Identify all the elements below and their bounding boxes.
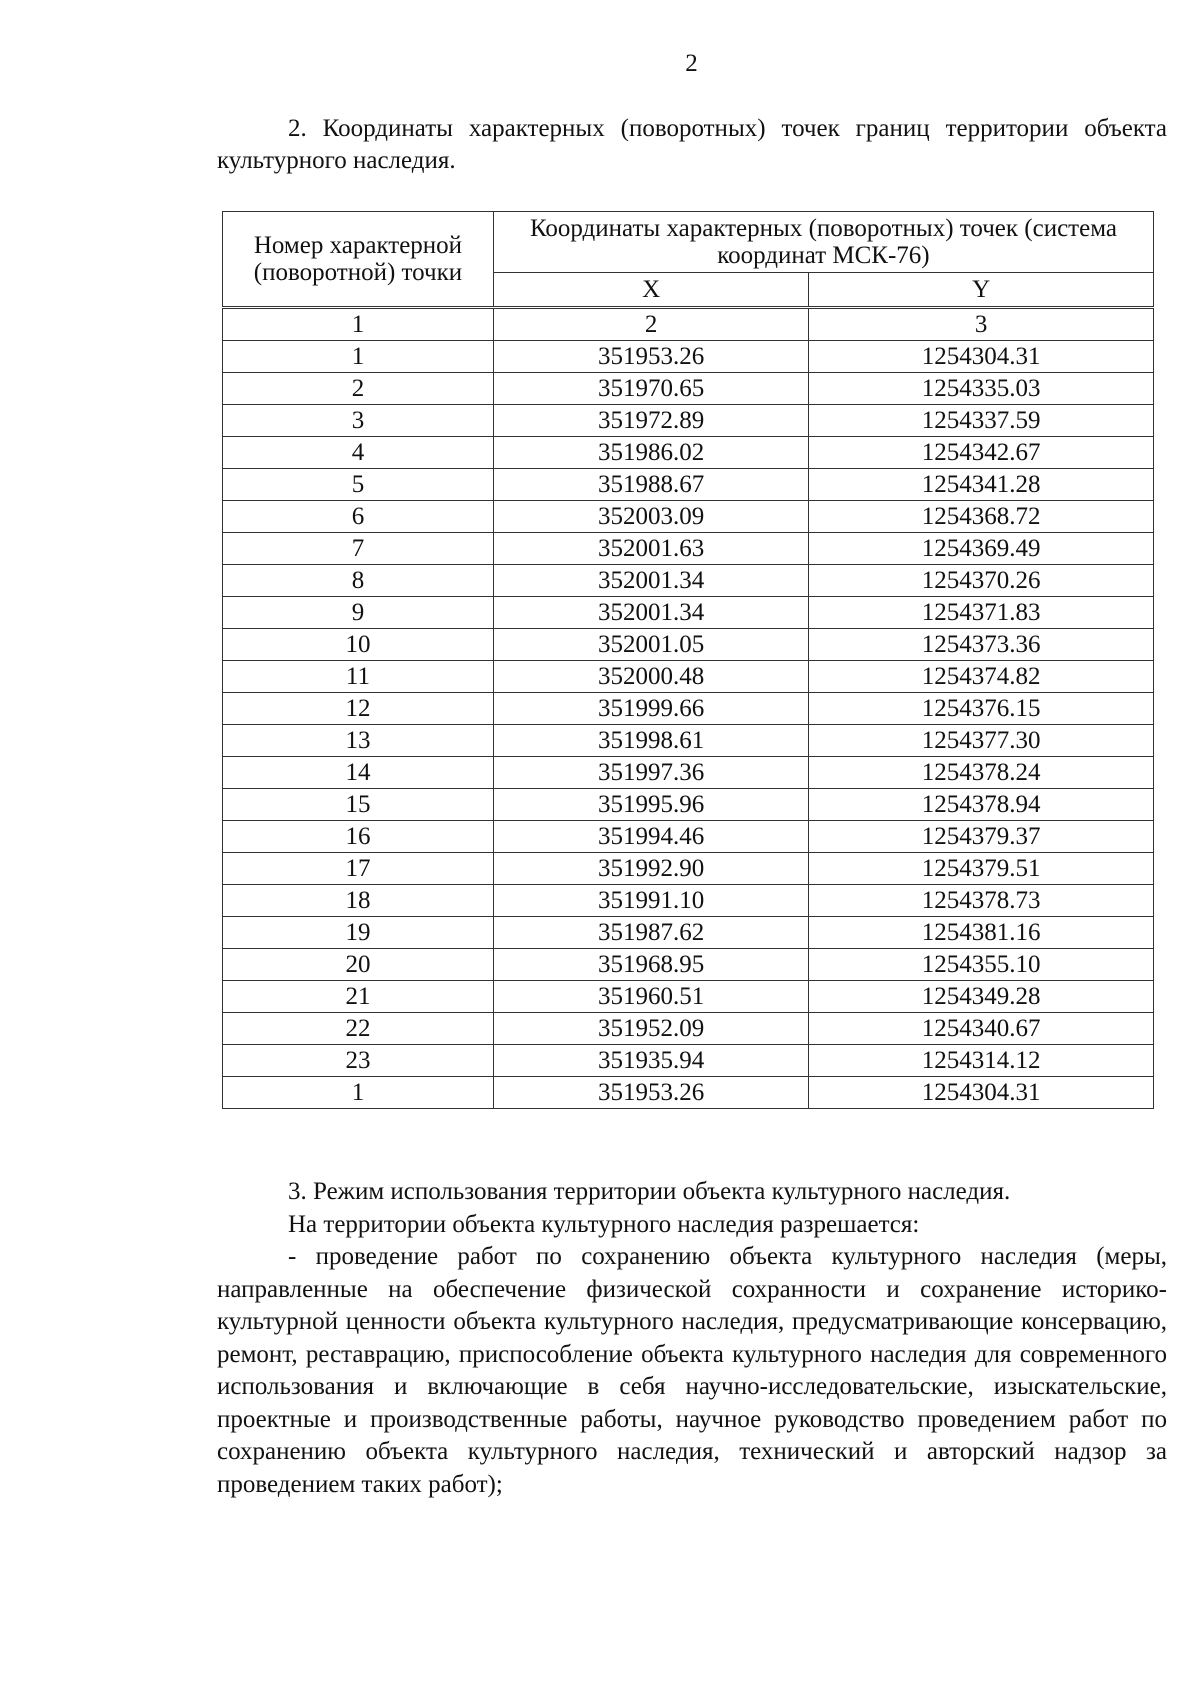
y-cell: 1254304.31 [809, 341, 1154, 373]
y-cell: 1254378.94 [809, 789, 1154, 821]
table-row [223, 789, 1154, 821]
y-cell: 1254374.82 [809, 661, 1154, 693]
point-number-cell: 14 [223, 757, 494, 789]
table-row [223, 1045, 1154, 1077]
x-cell: 351995.96 [493, 789, 808, 821]
x-cell: 351994.46 [493, 821, 808, 853]
y-cell: 1254373.36 [809, 629, 1154, 661]
y-cell: 1254335.03 [809, 373, 1154, 405]
x-cell: 351970.65 [493, 373, 808, 405]
point-number-cell: 4 [223, 437, 494, 469]
x-cell: 351988.67 [493, 469, 808, 501]
x-cell: 351953.26 [493, 341, 808, 373]
table-row [223, 565, 1154, 597]
page-number: 2 [685, 50, 698, 77]
y-cell: 1254369.49 [809, 533, 1154, 565]
y-cell: 1254379.37 [809, 821, 1154, 853]
point-number-cell: 15 [223, 789, 494, 821]
header-coordinates-title: Координаты характерных (поворотных) точек (система координат МСК-76) [493, 212, 1153, 273]
x-cell: 351987.62 [493, 917, 808, 949]
x-cell: 351998.61 [493, 725, 808, 757]
header-point-number: Номер характерной (поворотной) точки [223, 212, 494, 308]
point-number-cell: 2 [223, 373, 494, 405]
y-cell: 1254379.51 [809, 853, 1154, 885]
y-cell: 1254378.73 [809, 885, 1154, 917]
y-cell: 1254337.59 [809, 405, 1154, 437]
x-cell: 352000.48 [493, 661, 808, 693]
table-row [223, 853, 1154, 885]
x-cell: 351972.89 [493, 405, 808, 437]
column-numbers-row [223, 308, 1154, 341]
allowed-item-1: - проведение работ по сохранению объекта культурного наследия (меры, направленные на обеспечение физической сохранности и сохранение историко-культурной ценности объекта культурного наследия, предусматривающие консервацию, ремонт, реставрацию, приспособление объекта культурного наследия для современного использования и включающие в себя научно-исследовательские, изыскательские, проектные и производственные работы, научное руководство проведением работ по сохранению объекта культурного наследия, технический и авторский надзор за проведением таких работ); [217, 1243, 1167, 1498]
x-cell: 351968.95 [493, 949, 808, 981]
table-row [223, 949, 1154, 981]
table-row [223, 405, 1154, 437]
point-number-cell: 11 [223, 661, 494, 693]
point-number-cell: 6 [223, 501, 494, 533]
table-row [223, 469, 1154, 501]
x-cell: 352003.09 [493, 501, 808, 533]
y-cell: 1254368.72 [809, 501, 1154, 533]
table-row [223, 1013, 1154, 1045]
section-3 [217, 1176, 1167, 1501]
column-number: 2 [493, 308, 808, 341]
y-cell: 1254378.24 [809, 757, 1154, 789]
x-cell: 351935.94 [493, 1045, 808, 1077]
point-number-cell: 3 [223, 405, 494, 437]
table-row [223, 1077, 1154, 1109]
section-2-heading: 2. Координаты характерных (поворотных) точек границ территории объекта культурного наследия. [217, 115, 1167, 174]
point-number-cell: 10 [223, 629, 494, 661]
table-row [223, 373, 1154, 405]
y-cell: 1254314.12 [809, 1045, 1154, 1077]
y-cell: 1254304.31 [809, 1077, 1154, 1109]
point-number-cell: 20 [223, 949, 494, 981]
x-cell: 351991.10 [493, 885, 808, 917]
y-cell: 1254341.28 [809, 469, 1154, 501]
y-cell: 1254381.16 [809, 917, 1154, 949]
x-cell: 351997.36 [493, 757, 808, 789]
table-row [223, 661, 1154, 693]
point-number-cell: 9 [223, 597, 494, 629]
point-number-cell: 7 [223, 533, 494, 565]
table-row [223, 821, 1154, 853]
table-row [223, 693, 1154, 725]
table-row [223, 917, 1154, 949]
allowed-intro: На территории объекта культурного наследия разрешается: [288, 1210, 920, 1238]
point-number-cell: 12 [223, 693, 494, 725]
x-cell: 351960.51 [493, 981, 808, 1013]
table-row [223, 437, 1154, 469]
point-number-cell: 5 [223, 469, 494, 501]
table-row [223, 981, 1154, 1013]
point-number-cell: 22 [223, 1013, 494, 1045]
column-number: 1 [223, 308, 494, 341]
section-3-heading: 3. Режим использования территории объекта культурного наследия. [288, 1178, 1011, 1205]
table-row [223, 597, 1154, 629]
y-cell: 1254371.83 [809, 597, 1154, 629]
x-cell: 351999.66 [493, 693, 808, 725]
y-cell: 1254342.67 [809, 437, 1154, 469]
x-cell: 351952.09 [493, 1013, 808, 1045]
y-cell: 1254370.26 [809, 565, 1154, 597]
y-cell: 1254340.67 [809, 1013, 1154, 1045]
x-cell: 351992.90 [493, 853, 808, 885]
header-x: X [493, 273, 808, 308]
point-number-cell: 23 [223, 1045, 494, 1077]
y-cell: 1254355.10 [809, 949, 1154, 981]
table-row [223, 757, 1154, 789]
point-number-cell: 1 [223, 1077, 494, 1109]
y-cell: 1254376.15 [809, 693, 1154, 725]
point-number-cell: 18 [223, 885, 494, 917]
table-row [223, 533, 1154, 565]
table-row [223, 629, 1154, 661]
coordinates-table [222, 211, 1154, 1109]
y-cell: 1254377.30 [809, 725, 1154, 757]
point-number-cell: 17 [223, 853, 494, 885]
x-cell: 352001.34 [493, 597, 808, 629]
point-number-cell: 21 [223, 981, 494, 1013]
table-row [223, 885, 1154, 917]
table-row [223, 725, 1154, 757]
x-cell: 352001.05 [493, 629, 808, 661]
point-number-cell: 16 [223, 821, 494, 853]
point-number-cell: 1 [223, 341, 494, 373]
y-cell: 1254349.28 [809, 981, 1154, 1013]
header-y: Y [809, 273, 1154, 308]
x-cell: 351986.02 [493, 437, 808, 469]
table-row [223, 341, 1154, 373]
column-number: 3 [809, 308, 1154, 341]
point-number-cell: 19 [223, 917, 494, 949]
point-number-cell: 8 [223, 565, 494, 597]
x-cell: 352001.34 [493, 565, 808, 597]
x-cell: 351953.26 [493, 1077, 808, 1109]
x-cell: 352001.63 [493, 533, 808, 565]
table-row [223, 501, 1154, 533]
point-number-cell: 13 [223, 725, 494, 757]
